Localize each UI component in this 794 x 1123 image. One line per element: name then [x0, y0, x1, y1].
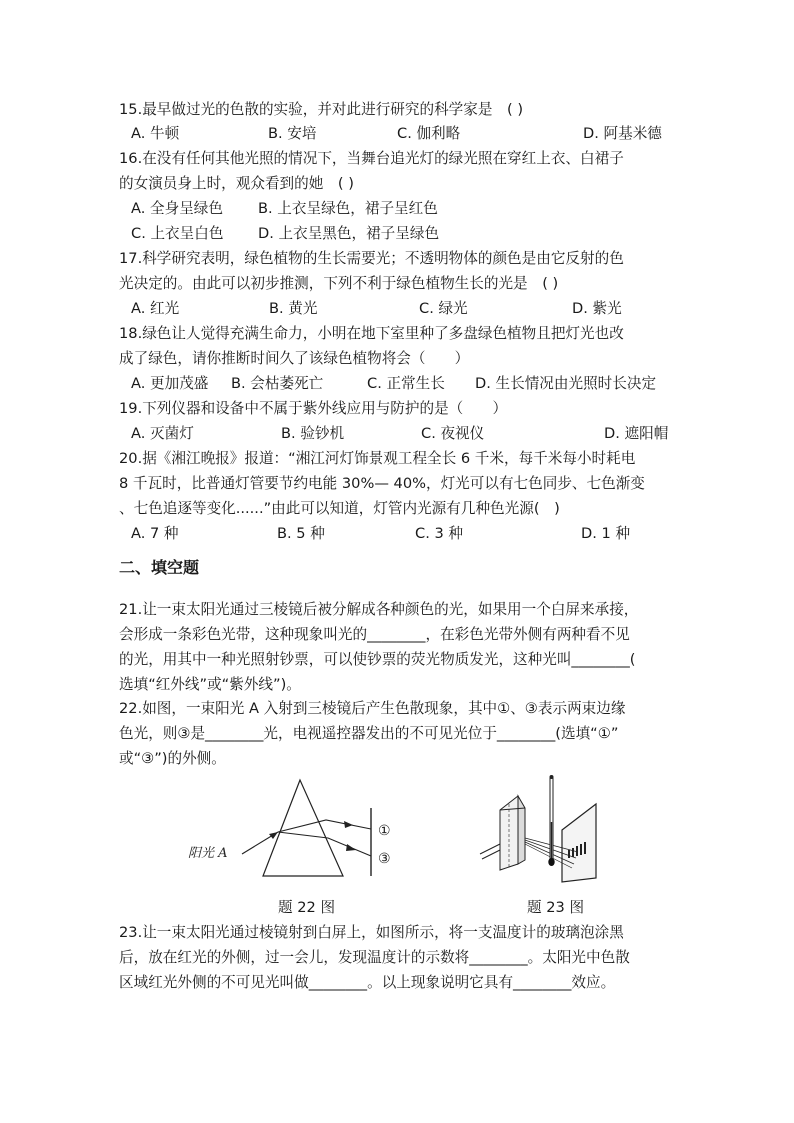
- q16-option-c: C. 上衣呈白色: [131, 225, 224, 242]
- q20-stem-line2: 8 千瓦时，比普通灯管要节约电能 30%— 40%，灯光可以有七色同步、七色渐变: [119, 475, 645, 492]
- q18-option-b: B. 会枯萎死亡: [231, 375, 324, 392]
- q16-stem-line2: 的女演员身上时，观众看到的她 ( ): [119, 175, 354, 192]
- q15-option-a: A. 牛顿: [131, 125, 180, 142]
- white-screen: [562, 804, 596, 882]
- q18-option-c: C. 正常生长: [367, 375, 445, 392]
- q15-option-d: D. 阿基米德: [583, 125, 662, 142]
- q23-line1: 23.让一束太阳光通过棱镜射到白屏上，如图所示，将一支温度计的玻璃泡涂黑: [119, 924, 624, 941]
- incident-beam: [480, 844, 500, 854]
- q20-option-b: B. 5 种: [277, 525, 325, 542]
- q19-option-c: C. 夜视仪: [421, 425, 485, 442]
- q20-stem-line1: 20.据《湘江晚报》报道：“湘江河灯饰景观工程全长 6 千米，每千米每小时耗电: [119, 450, 636, 467]
- q21-line2: 会形成一条彩色光带，这种现象叫光的________，在彩色光带外侧有两种看不见: [119, 626, 630, 643]
- prism-dispersion-figure: [188, 772, 408, 882]
- q17-option-b: B. 黄光: [269, 300, 318, 317]
- q19-option-d: D. 遮阳帽: [604, 425, 669, 442]
- q15-option-c: C. 伽利略: [397, 125, 461, 142]
- q19-option-b: B. 验钞机: [281, 425, 345, 442]
- fig22-caption: 题 22 图: [278, 899, 336, 916]
- q17-option-a: A. 红光: [131, 300, 180, 317]
- q16-stem-line1: 16.在没有任何其他光照的情况下，当舞台追光灯的绿光照在穿红上衣、白裙子: [119, 150, 624, 167]
- prism-thermometer-figure: [478, 772, 618, 884]
- q22-line1: 22.如图，一束阳光 A 入射到三棱镜后产生色散现象，其中①、③表示两束边缘: [119, 700, 626, 717]
- q19-stem: 19.下列仪器和设备中不属于紫外线应用与防护的是（ ）: [119, 400, 508, 417]
- q21-line1: 21.让一束太阳光通过三棱镜后被分解成各种颜色的光，如果用一个白屏来承接，: [119, 601, 639, 618]
- q18-stem-line1: 18.绿色让人觉得充满生命力，小明在地下室里种了多盘绿色植物且把灯光也改: [119, 325, 624, 342]
- q16-option-a: A. 全身呈绿色: [131, 200, 223, 217]
- q17-stem-line2: 光决定的。由此可以初步推测，下列不利于绿色植物生长的光是 ( ): [119, 275, 559, 292]
- q15-stem: 15.最早做过光的色散的实验，并对此进行研究的科学家是 ( ): [119, 101, 524, 118]
- prism-side: [518, 796, 525, 864]
- q18-option-d: D. 生长情况由光照时长决定: [475, 375, 657, 392]
- q15-option-b: B. 安培: [268, 125, 317, 142]
- band-3-label: ③: [378, 851, 391, 867]
- q20-option-d: D. 1 种: [581, 525, 631, 542]
- q16-option-b: B. 上衣呈绿色，裙子呈红色: [258, 200, 438, 217]
- q21-line4: 选填“红外线”或“紫外线”)。: [119, 676, 301, 693]
- q22-line2: 色光，则③是________光，电视遥控器发出的不可见光位于________(选填“①”: [119, 725, 619, 742]
- q20-stem-line3: 、七色追逐等变化......”由此可以知道，灯管内光源有几种色光源( ): [119, 500, 560, 517]
- section-title: 二、填空题: [119, 558, 200, 577]
- q18-stem-line2: 成了绿色，请你推断时间久了该绿色植物将会（ ）: [119, 350, 470, 367]
- q18-option-a: A. 更加茂盛: [131, 375, 209, 392]
- refracted-ray-1: [278, 820, 371, 832]
- band-1-label: ①: [378, 823, 391, 839]
- q17-option-d: D. 紫光: [572, 300, 622, 317]
- q22-line3: 或“③”)的外侧。: [119, 750, 226, 767]
- thermometer-bulb: [548, 858, 554, 866]
- q20-option-c: C. 3 种: [415, 525, 463, 542]
- q21-line3: 的光，用其中一种光照射钞票，可以使钞票的荧光物质发光，这种光叫________(: [119, 651, 636, 668]
- q23-line2: 后，放在红光的外侧，过一会儿，发现温度计的示数将________。太阳光中色散: [119, 949, 630, 966]
- fig23-caption: 题 23 图: [527, 899, 585, 916]
- q19-option-a: A. 灭菌灯: [131, 425, 194, 442]
- sunlight-label: 阳光 A: [188, 846, 228, 861]
- prism-front: [500, 796, 518, 870]
- q17-stem-line1: 17.科学研究表明，绿色植物的生长需要光；不透明物体的颜色是由它反射的色: [119, 250, 624, 267]
- prism-shape: [263, 780, 343, 876]
- q17-option-c: C. 绿光: [419, 300, 468, 317]
- q23-line3: 区域红光外侧的不可见光叫做________。以上现象说明它具有________效应。: [119, 974, 616, 991]
- q20-option-a: A. 7 种: [131, 525, 179, 542]
- q16-option-d: D. 上衣呈黑色，裙子呈绿色: [258, 225, 440, 242]
